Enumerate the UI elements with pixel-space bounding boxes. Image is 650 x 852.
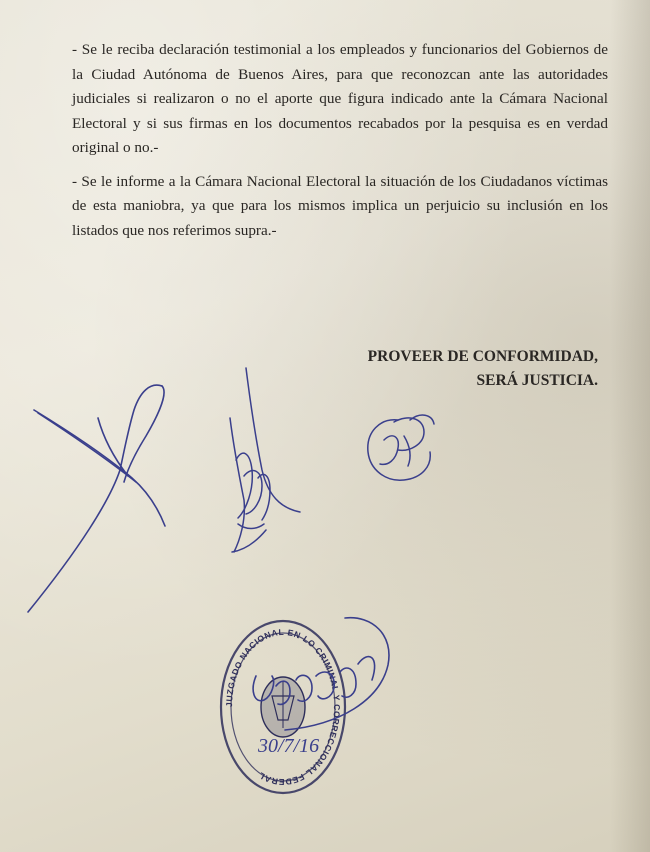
- official-stamp: [221, 621, 345, 793]
- stamp-text: JUZGADO NACIONAL EN LO CRIMINAL Y CORRECCIONAL FEDERAL: [223, 626, 343, 788]
- closing-line-1: PROVEER DE CONFORMIDAD,: [367, 348, 598, 365]
- stamp-date: 30/7/16: [258, 735, 320, 757]
- signature-3: [368, 415, 434, 480]
- paragraph-testimonial: - Se le reciba declaración testimonial a los empleados y funcionarios del Gobiernos de la Ciudad Autónoma de Buenos Aires, para que reconozcan ante las autoridades judiciales si realizaron o no el aporte que figura indicado ante la Cámara Nacional Electoral y si sus firmas en los documentos recabados por la pesquisa es en verdad original o no.-: [72, 41, 608, 156]
- paragraph-camara-electoral: - Se le informe a la Cámara Nacional Electoral la situación de los Ciudadanos víctimas de esta maniobra, ya que para los mismos implica un perjuicio su inclusión en los listados que nos referimos supra.-: [72, 172, 608, 239]
- closing-line-2: SERÁ JUSTICIA.: [476, 372, 598, 389]
- signature-1: [28, 385, 165, 612]
- signature-2: [230, 368, 300, 552]
